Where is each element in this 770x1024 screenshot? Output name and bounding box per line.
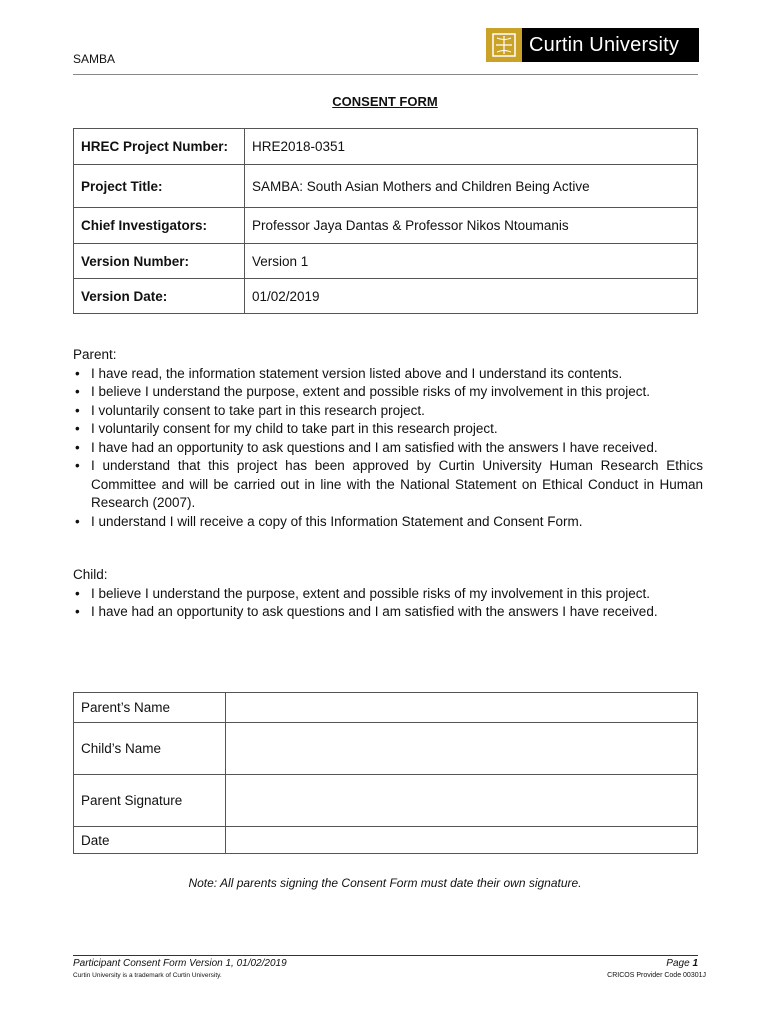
footer-divider <box>73 955 698 956</box>
table-row <box>74 279 698 314</box>
parent-heading: Parent: <box>73 347 117 362</box>
list-item: • I understand that this project has been approved by Curtin University Human Research Ethics Committee and will be carried out in line with the National Statement on Ethical Conduct in Human Research (2007). <box>73 457 703 513</box>
list-item: • I understand I will receive a copy of this Information Statement and Consent Form. <box>73 513 703 532</box>
field-label: Date <box>74 827 226 854</box>
project-info-table <box>73 128 698 314</box>
info-label: Project Title: <box>74 165 245 208</box>
info-label: Version Number: <box>74 244 245 279</box>
field-label: Child’s Name <box>74 723 226 775</box>
table-row <box>74 129 698 165</box>
cricos-code: CRICOS Provider Code 00301J <box>607 972 706 979</box>
footer-version: Participant Consent Form Version 1, 01/02/2019 <box>73 958 287 969</box>
field-label: Parent Signature <box>74 775 226 827</box>
table-row <box>74 693 698 723</box>
list-item: • I have read, the information statement version listed above and I understand its contents. <box>73 365 703 384</box>
field-label: Parent’s Name <box>74 693 226 723</box>
info-value: Professor Jaya Dantas & Professor Nikos Ntoumanis <box>245 208 698 244</box>
list-item: • I have had an opportunity to ask questions and I am satisfied with the answers I have received. <box>73 439 703 458</box>
info-value: Version 1 <box>245 244 698 279</box>
list-item: • I voluntarily consent to take part in this research project. <box>73 402 703 421</box>
table-row <box>74 775 698 827</box>
info-label: HREC Project Number: <box>74 129 245 165</box>
info-value: SAMBA: South Asian Mothers and Children Being Active <box>245 165 698 208</box>
page-number <box>666 958 698 969</box>
list-item: • I voluntarily consent for my child to take part in this research project. <box>73 420 703 439</box>
list-item: • I believe I understand the purpose, extent and possible risks of my involvement in this project. <box>73 585 703 604</box>
list-item: • I believe I understand the purpose, extent and possible risks of my involvement in this project. <box>73 383 703 402</box>
table-row <box>74 723 698 775</box>
trademark-notice: Curtin University is a trademark of Curtin University. <box>73 972 222 979</box>
table-row <box>74 827 698 854</box>
table-row <box>74 244 698 279</box>
parent-signature-field[interactable] <box>226 775 698 827</box>
child-statement-list <box>73 585 703 622</box>
child-consent-section <box>73 566 703 622</box>
page-label: Page <box>666 958 690 969</box>
header-divider <box>73 74 698 75</box>
childs-name-field[interactable] <box>226 723 698 775</box>
parent-statement-list <box>73 365 703 532</box>
info-value: 01/02/2019 <box>245 279 698 314</box>
parent-consent-section <box>73 346 703 531</box>
crest-icon <box>486 28 522 62</box>
signature-note: Note: All parents signing the Consent Form must date their own signature. <box>188 876 582 890</box>
page-title: CONSENT FORM <box>332 94 438 109</box>
document-header-label: SAMBA <box>73 52 116 66</box>
list-item: • I have had an opportunity to ask questions and I am satisfied with the answers I have received. <box>73 603 703 622</box>
info-value: HRE2018-0351 <box>245 129 698 165</box>
logo-wordmark: Curtin University <box>529 33 680 56</box>
info-label: Version Date: <box>74 279 245 314</box>
parents-name-field[interactable] <box>226 693 698 723</box>
table-row <box>74 165 698 208</box>
child-heading: Child: <box>73 567 108 582</box>
page-number-value: 1 <box>692 958 698 969</box>
signature-table <box>73 692 698 854</box>
curtin-logo <box>486 28 699 62</box>
info-label: Chief Investigators: <box>74 208 245 244</box>
table-row <box>74 208 698 244</box>
date-field[interactable] <box>226 827 698 854</box>
